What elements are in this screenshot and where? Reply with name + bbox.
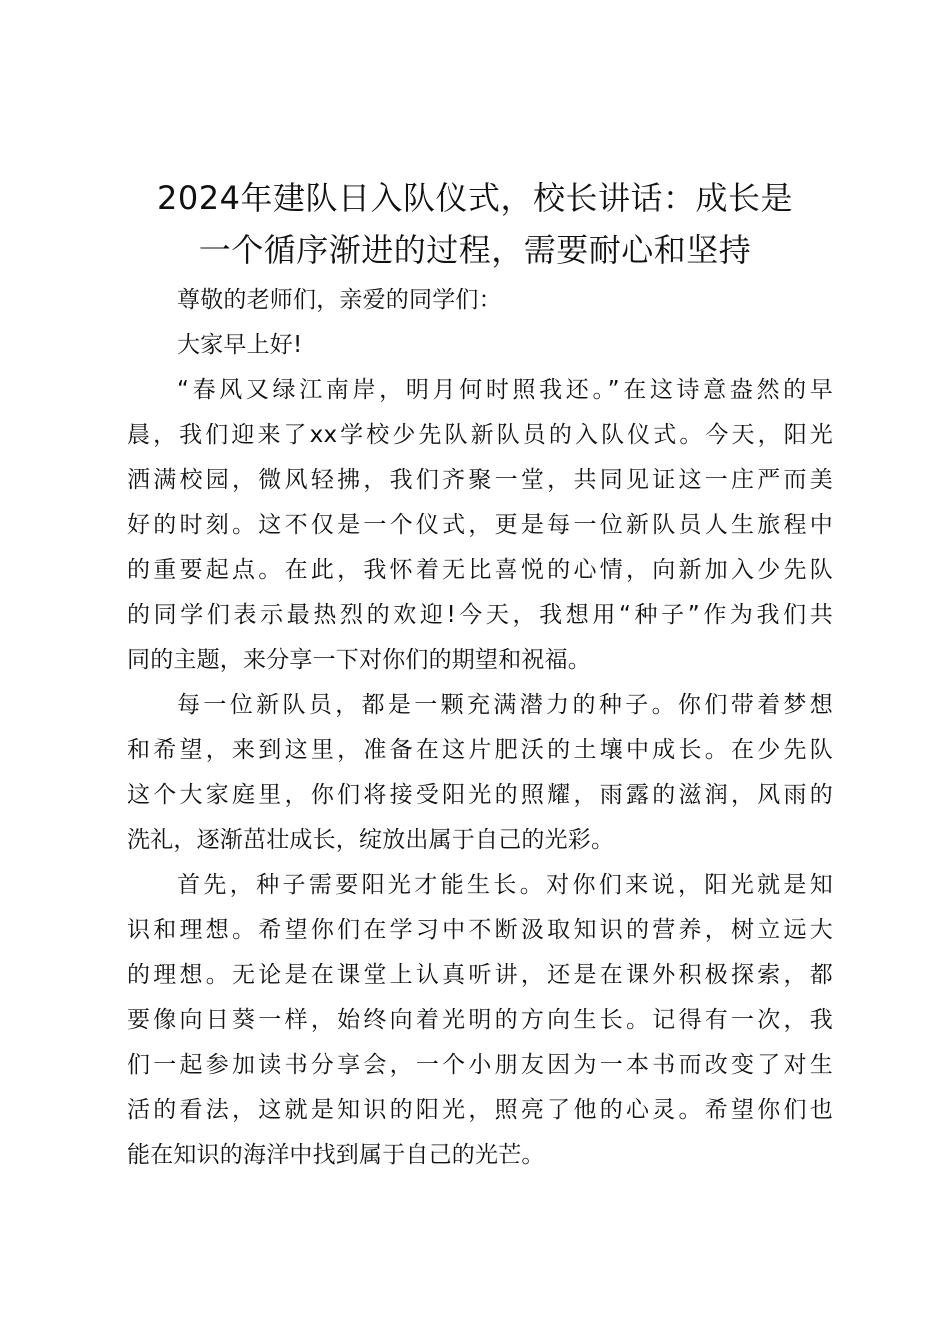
paragraph-line: 要像向日葵一样，始终向着光明的方向生长。记得有一次，我	[127, 1007, 833, 1033]
paragraph-line: 的重要起点。在此，我怀着无比喜悦的心情，向新加入少先队	[127, 557, 833, 583]
paragraph-line: 们一起参加读书分享会，一个小朋友因为一本书而改变了对生	[127, 1052, 833, 1078]
greeting-paragraph	[127, 323, 833, 368]
document-body	[127, 278, 833, 1178]
salutation-paragraph	[127, 278, 833, 323]
paragraph-line: 这个大家庭里，你们将接受阳光的照耀，雨露的滋润，风雨的	[127, 782, 833, 808]
paragraph-line: 大家早上好!	[177, 332, 303, 358]
paragraph-line: 同的主题，来分享一下对你们的期望和祝福。	[127, 647, 591, 673]
paragraph-line: 每一位新队员，都是一颗充满潜力的种子。你们带着梦想	[177, 692, 833, 718]
paragraph-line: 的理想。无论是在课堂上认真听讲，还是在课外积极探索，都	[127, 962, 833, 988]
paragraph-line: 晨，我们迎来了xx学校少先队新队员的入队仪式。今天，阳光	[127, 422, 833, 448]
title-line: 一个循序渐进的过程，需要耐心和坚持	[198, 231, 752, 269]
paragraph-line: 洗礼，逐渐茁壮成长，绽放出属于自己的光彩。	[127, 827, 615, 853]
body-paragraph	[127, 683, 833, 863]
paragraph-line: 的同学们表示最热烈的欢迎!今天，我想用“种子”作为我们共	[127, 602, 833, 628]
document-title	[120, 172, 830, 276]
paragraph-line: 活的看法，这就是知识的阳光，照亮了他的心灵。希望你们也	[127, 1097, 833, 1123]
paragraph-line: 尊敬的老师们，亲爱的同学们：	[177, 287, 502, 313]
paragraph-line: 洒满校园，微风轻拂，我们齐聚一堂，共同见证这一庄严而美	[127, 467, 833, 493]
body-paragraph	[127, 863, 833, 1178]
paragraph-line: 能在知识的海洋中找到属于自己的光芒。	[127, 1142, 545, 1168]
paragraph-line: 好的时刻。这不仅是一个仪式，更是每一位新队员人生旅程中	[127, 512, 833, 538]
paragraph-line: 和希望，来到这里，准备在这片肥沃的土壤中成长。在少先队	[127, 737, 833, 763]
paragraph-line: 首先，种子需要阳光才能生长。对你们来说，阳光就是知	[177, 872, 833, 898]
paragraph-line: 识和理想。希望你们在学习中不断汲取知识的营养，树立远大	[127, 917, 833, 943]
body-paragraph	[127, 368, 833, 683]
paragraph-line: “春风又绿江南岸，明月何时照我还。”在这诗意盎然的早	[177, 377, 833, 403]
title-line: 2024年建队日入队仪式，校长讲话：成长是	[157, 179, 793, 217]
